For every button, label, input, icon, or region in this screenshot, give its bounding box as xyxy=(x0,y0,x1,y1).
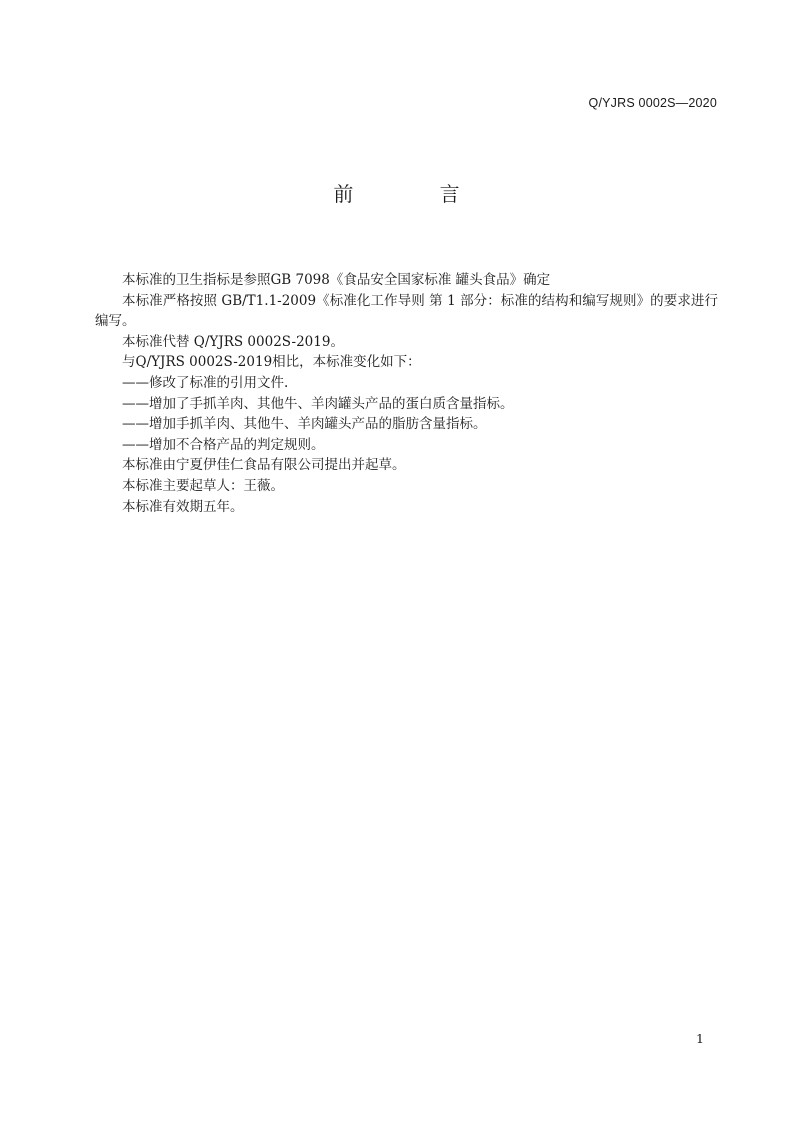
change-item-references: ——修改了标准的引用文件. xyxy=(122,374,289,391)
paragraph-drafter: 本标准主要起草人：王薇。 xyxy=(122,477,284,494)
change-item-protein: ——增加了手抓羊肉、其他牛、羊肉罐头产品的蛋白质含量指标。 xyxy=(122,395,514,412)
paragraph-validity: 本标准有效期五年。 xyxy=(122,498,244,515)
page-number: 1 xyxy=(696,1031,704,1046)
change-item-judgement: ——增加不合格产品的判定规则。 xyxy=(122,436,325,453)
preface-body xyxy=(95,270,718,517)
change-item-fat: ——增加手抓羊肉、其他牛、羊肉罐头产品的脂肪含量指标。 xyxy=(122,416,487,433)
paragraph-proposer: 本标准由宁夏伊佳仁食品有限公司提出并起草。 xyxy=(122,457,406,474)
paragraph-drafting-rules: 本标准严格按照 GB/T1.1-2009《标准化工作导则 第 1 部分：标准的结构和编写规则》的要求进行编写。 xyxy=(95,292,718,330)
paragraph-replaces: 本标准代替 Q/YJRS 0002S-2019。 xyxy=(122,333,344,350)
paragraph-hygiene-basis: 本标准的卫生指标是参照GB 7098《食品安全国家标准 罐头食品》确定 xyxy=(122,272,551,288)
paragraph-changes-intro: 与Q/YJRS 0002S-2019相比，本标准变化如下： xyxy=(122,354,421,371)
page-title: 前 言 xyxy=(333,182,500,206)
document-code: Q/YJRS 0002S—2020 xyxy=(588,96,717,110)
